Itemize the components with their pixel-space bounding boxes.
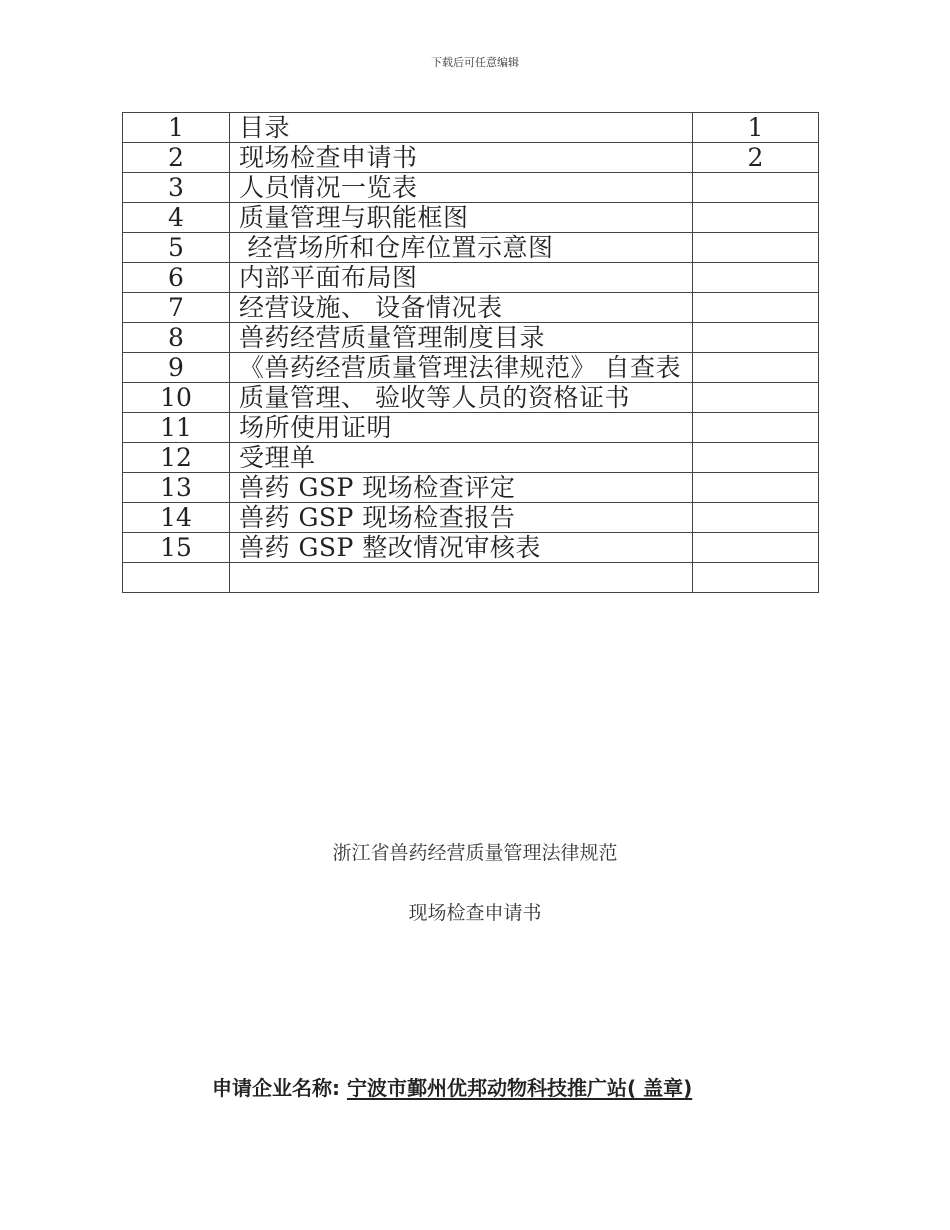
table-row: [123, 353, 819, 383]
row-title: [230, 563, 693, 593]
applicant-name: 宁波市鄞州优邦动物科技推广站( 盖章): [346, 1076, 693, 1100]
row-page: [693, 323, 819, 353]
row-title: 人员情况一览表: [230, 173, 693, 203]
row-title: 兽药 GSP 整改情况审核表: [230, 533, 693, 563]
row-number: 10: [123, 383, 230, 413]
table-row: [123, 533, 819, 563]
row-page: [693, 443, 819, 473]
row-title: 兽药 GSP 现场检查评定: [230, 473, 693, 503]
row-number: [123, 563, 230, 593]
row-title: 受理单: [230, 443, 693, 473]
row-title: 经营设施、 设备情况表: [230, 293, 693, 323]
table-row: [123, 323, 819, 353]
row-number: 8: [123, 323, 230, 353]
table-row: [123, 263, 819, 293]
table-row-empty: [123, 563, 819, 593]
table-row: [123, 413, 819, 443]
row-number: 12: [123, 443, 230, 473]
row-page: [693, 533, 819, 563]
row-number: 6: [123, 263, 230, 293]
applicant-label: 申请企业名称:: [212, 1076, 347, 1100]
row-number: 7: [123, 293, 230, 323]
row-number: 2: [123, 143, 230, 173]
table-row: [123, 383, 819, 413]
row-title: 兽药 GSP 现场检查报告: [230, 503, 693, 533]
row-page: [693, 233, 819, 263]
row-title: 《兽药经营质量管理法律规范》 自查表: [230, 353, 693, 383]
document-title: 浙江省兽药经营质量管理法律规范: [332, 842, 618, 864]
row-page: [693, 413, 819, 443]
row-number: 11: [123, 413, 230, 443]
row-title: 现场检查申请书: [230, 143, 693, 173]
row-number: 4: [123, 203, 230, 233]
row-page: [693, 503, 819, 533]
row-number: 1: [123, 113, 230, 143]
row-title: 场所使用证明: [230, 413, 693, 443]
row-page: [693, 563, 819, 593]
row-title: 经营场所和仓库位置示意图: [230, 233, 693, 263]
row-number: 15: [123, 533, 230, 563]
row-title: 质量管理、 验收等人员的资格证书: [230, 383, 693, 413]
document-subtitle: 现场检查申请书: [408, 902, 542, 924]
row-page: 2: [693, 143, 819, 173]
row-page: [693, 473, 819, 503]
header-note: 下载后可任意编辑: [431, 56, 519, 69]
row-page: [693, 353, 819, 383]
table-row: [123, 173, 819, 203]
table-row: [123, 473, 819, 503]
row-title: 兽药经营质量管理制度目录: [230, 323, 693, 353]
row-page: [693, 173, 819, 203]
row-page: 1: [693, 113, 819, 143]
table-row: [123, 293, 819, 323]
row-page: [693, 263, 819, 293]
row-title: 内部平面布局图: [230, 263, 693, 293]
table-row: [123, 113, 819, 143]
table-row: [123, 503, 819, 533]
row-page: [693, 203, 819, 233]
row-title: 质量管理与职能框图: [230, 203, 693, 233]
table-row: [123, 233, 819, 263]
row-number: 13: [123, 473, 230, 503]
row-number: 5: [123, 233, 230, 263]
row-page: [693, 293, 819, 323]
table-row: [123, 143, 819, 173]
applicant-line: [212, 1072, 692, 1101]
row-title: 目录: [230, 113, 693, 143]
row-page: [693, 383, 819, 413]
row-number: 9: [123, 353, 230, 383]
table-row: [123, 203, 819, 233]
table-of-contents: [122, 112, 819, 593]
table-row: [123, 443, 819, 473]
row-number: 3: [123, 173, 230, 203]
row-number: 14: [123, 503, 230, 533]
